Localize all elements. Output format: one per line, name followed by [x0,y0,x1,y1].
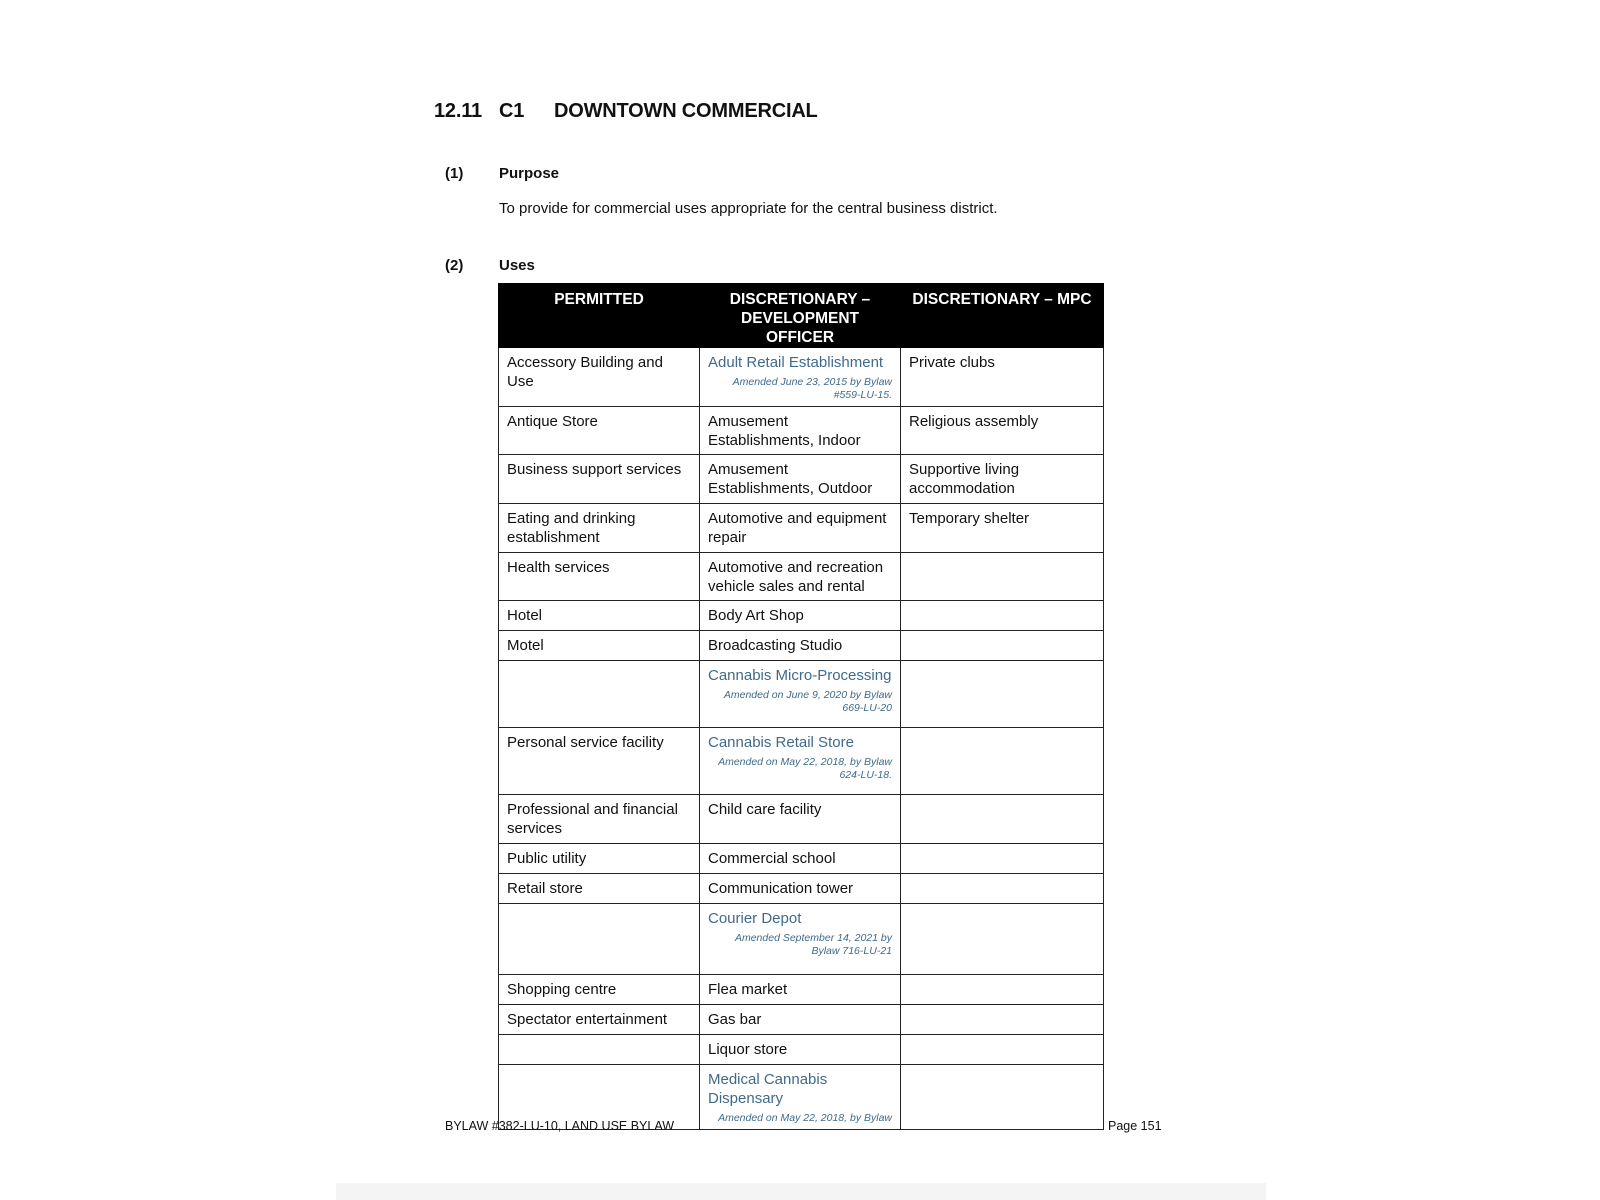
development-officer-use: Child care facility [708,801,822,818]
permitted-use-cell: Public utility [499,844,700,874]
page-bottom-edge [336,1183,1266,1200]
development-officer-use-cell [700,601,901,631]
amendment-note: Amended on June 9, 2020 by Bylaw 669-LU-20 [723,689,892,714]
permitted-use-cell: Motel [499,631,700,661]
uses-number: (2) [445,257,464,274]
table-row [499,601,1104,631]
purpose-text: To provide for commercial uses appropriate for the central business district. [499,200,998,217]
development-officer-use-cell [700,1035,901,1065]
permitted-use-cell: Health services [499,553,700,601]
development-officer-use: Courier Depot [708,910,802,927]
mpc-use-cell [901,553,1104,601]
section-code: C1 [499,100,525,122]
development-officer-use-cell [700,904,901,975]
table-row [499,1005,1104,1035]
development-officer-use-cell [700,661,901,728]
development-officer-use: Liquor store [708,1041,788,1058]
permitted-use-cell: Retail store [499,874,700,904]
column-header-permitted: PERMITTED [499,284,700,348]
development-officer-use-cell [700,874,901,904]
mpc-use-cell: Temporary shelter [901,504,1104,553]
mpc-use-cell [901,1065,1104,1130]
mpc-use-cell [901,661,1104,728]
development-officer-use-cell [700,553,901,601]
development-officer-use-cell [700,631,901,661]
mpc-use-cell [901,874,1104,904]
table-row [499,661,1104,728]
development-officer-use: Amusement Establishments, Indoor [708,413,861,449]
mpc-use-cell [901,601,1104,631]
development-officer-use: Broadcasting Studio [708,637,843,654]
development-officer-use-cell [700,407,901,455]
purpose-heading: Purpose [499,165,560,182]
permitted-use-cell: Antique Store [499,407,700,455]
development-officer-use: Adult Retail Establishment [708,354,884,371]
table-row [499,728,1104,795]
development-officer-use: Commercial school [708,850,836,867]
table-row [499,975,1104,1005]
column-header-discretionary-development-officer: DISCRETIONARY – DEVELOPMENT OFFICER [700,284,901,348]
mpc-use-cell [901,844,1104,874]
footer-bylaw-title: BYLAW #382-LU-10, LAND USE BYLAW [445,1119,675,1133]
table-row [499,553,1104,601]
table-row [499,874,1104,904]
permitted-use-cell [499,1035,700,1065]
table-row [499,631,1104,661]
table-row [499,904,1104,975]
development-officer-use: Communication tower [708,880,854,897]
development-officer-use-cell [700,795,901,844]
mpc-use-cell [901,728,1104,795]
footer-page-number: Page 151 [1108,1119,1162,1133]
development-officer-use-cell [700,1065,901,1130]
section-title: DOWNTOWN COMMERCIAL [554,100,818,122]
mpc-use-cell: Supportive living accommodation [901,455,1104,504]
mpc-use-cell [901,1005,1104,1035]
mpc-use-cell [901,904,1104,975]
permitted-use-cell [499,904,700,975]
uses-heading: Uses [499,257,535,274]
permitted-use-cell: Business support services [499,455,700,504]
table-row [499,455,1104,504]
development-officer-use: Flea market [708,981,788,998]
development-officer-use-cell [700,1005,901,1035]
mpc-use-cell [901,631,1104,661]
table-row [499,795,1104,844]
development-officer-use-cell [700,844,901,874]
development-officer-use: Gas bar [708,1011,762,1028]
development-officer-use-cell [700,975,901,1005]
permitted-use-cell: Professional and financial services [499,795,700,844]
development-officer-use: Automotive and recreation vehicle sales and rental [708,559,884,595]
development-officer-use: Cannabis Micro-Processing [708,667,892,684]
development-officer-use: Automotive and equipment repair [708,510,887,546]
permitted-use-cell: Personal service facility [499,728,700,795]
mpc-use-cell [901,1035,1104,1065]
table-row [499,504,1104,553]
amendment-note: Amended September 14, 2021 by Bylaw 716-LU-21 [734,932,892,957]
development-officer-use: Amusement Establishments, Outdoor [708,461,873,497]
development-officer-use-cell [700,455,901,504]
mpc-use-cell: Religious assembly [901,407,1104,455]
permitted-use-cell: Eating and drinking establishment [499,504,700,553]
uses-table [498,283,1104,1130]
table-row [499,407,1104,455]
permitted-use-cell: Spectator entertainment [499,1005,700,1035]
table-row [499,1035,1104,1065]
permitted-use-cell: Hotel [499,601,700,631]
uses-table-body [499,348,1104,1130]
mpc-use-cell [901,795,1104,844]
development-officer-use-cell [700,504,901,553]
development-officer-use-cell [700,348,901,407]
development-officer-use: Cannabis Retail Store [708,734,854,751]
amendment-note: Amended on May 22, 2018, by Bylaw 624-LU-18. [718,756,892,781]
mpc-use-cell [901,975,1104,1005]
uses-table-header-row [499,284,1104,348]
permitted-use-cell: Accessory Building and Use [499,348,700,407]
section-number: 12.11 [434,100,482,122]
table-row [499,348,1104,407]
development-officer-use-cell [700,728,901,795]
column-header-discretionary-mpc: DISCRETIONARY – MPC [901,284,1104,348]
development-officer-use: Body Art Shop [708,607,804,624]
amendment-note: Amended on May 22, 2018, by Bylaw [718,1112,892,1124]
permitted-use-cell [499,661,700,728]
mpc-use-cell: Private clubs [901,348,1104,407]
purpose-number: (1) [445,165,464,182]
amendment-note: Amended June 23, 2015 by Bylaw #559-LU-15. [732,376,892,401]
permitted-use-cell: Shopping centre [499,975,700,1005]
table-row [499,844,1104,874]
development-officer-use: Medical Cannabis Dispensary [708,1071,828,1107]
